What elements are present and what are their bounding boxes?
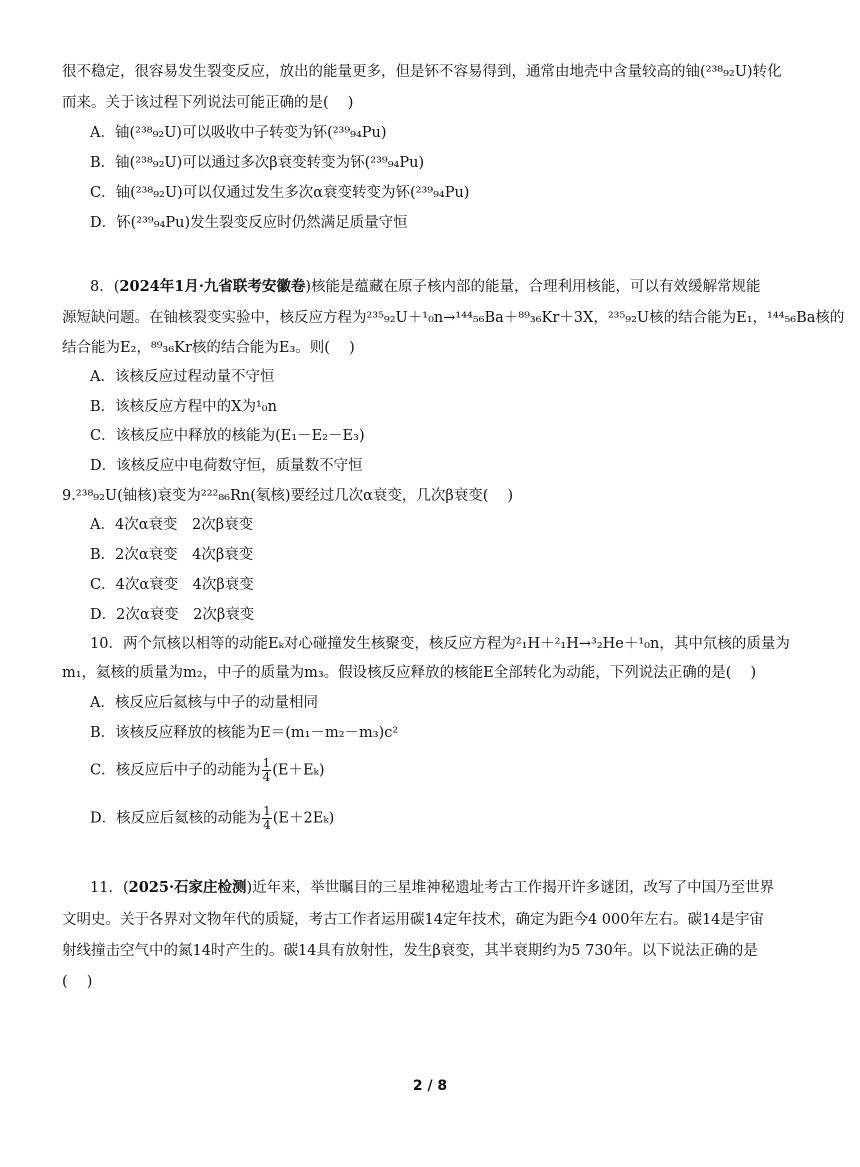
q7-option-d[interactable]: D．钚(²³⁹₉₄Pu)发生裂变反应时仍然满足质量守恒 (90, 215, 408, 231)
fraction-one-quarter: $\frac{1}{4}$ (263, 804, 271, 832)
q8-option-d[interactable]: D．该核反应中电荷数守恒，质量数不守恒 (90, 458, 363, 474)
q7-option-c[interactable]: C．铀(²³⁸₉₂U)可以仅通过发生多次α衰变转变为钚(²³⁹₉₄Pu) (90, 185, 470, 201)
q8-stem-line2: 源短缺问题。在铀核裂变实验中，核反应方程为²³⁵₉₂U＋¹₀n→¹⁴⁴₅₆Ba＋⁸⁹₃₆Kr＋3X，²³⁵₉₂U核的结合能为E₁，¹⁴⁴₅₆Ba核的 (62, 310, 845, 326)
q11-stem-line2: 文明史。关于各界对文物年代的质疑，考古工作者运用碳14定年技术，确定为距今4 000年左右。碳14是宇宙 (62, 912, 764, 928)
q8-option-b[interactable]: B．该核反应方程中的X为¹₀n (90, 399, 277, 415)
q11-stem-line4: ( ) (62, 974, 93, 990)
q7-stem-line1: 很不稳定，很容易发生裂变反应，放出的能量更多，但是钚不容易得到，通常由地壳中含量较高的铀(²³⁸₉₂U)转化 (62, 64, 782, 80)
q11-stem-rest: )近年来，举世瞩目的三星堆神秘遗址考古工作揭开许多谜团，改写了中国乃至世界 (246, 880, 775, 896)
q10-option-d-prefix: D．核反应后氦核的动能为 (90, 810, 262, 827)
q8-option-a[interactable]: A．该核反应过程动量不守恒 (90, 369, 275, 385)
q8-number: 8．( (90, 279, 120, 295)
q9-option-a[interactable]: A．4次α衰变 2次β衰变 (90, 517, 254, 533)
q9-stem: 9.²³⁸₉₂U(铀核)衰变为²²²₈₆Rn(氡核)要经过几次α衰变，几次β衰变( ) (62, 488, 514, 504)
q8-stem-rest: )核能是蕴藏在原子核内部的能量，合理利用核能，可以有效缓解常规能 (305, 279, 761, 295)
q11-stem-line3: 射线撞击空气中的氮14时产生的。碳14具有放射性，发生β衰变，其半衰期约为5 730年。以下说法正确的是 (62, 943, 758, 959)
q8-option-c[interactable]: C．该核反应中释放的核能为(E₁－E₂－E₃) (90, 428, 365, 444)
q10-stem-line1: 10．两个氘核以相等的动能Eₖ对心碰撞发生核聚变，核反应方程为²₁H＋²₁H→³₂He＋¹₀n，其中氘核的质量为 (90, 636, 790, 652)
page-number: 2 / 8 (412, 1078, 448, 1094)
q7-option-a[interactable]: A．铀(²³⁸₉₂U)可以吸收中子转变为钚(²³⁹₉₄Pu) (90, 125, 387, 141)
q10-option-c[interactable] (90, 757, 325, 784)
q8-stem-line3: 结合能为E₂，⁸⁹₃₆Kr核的结合能为E₃。则( ) (62, 340, 355, 356)
fraction-one-quarter: $\frac{1}{4}$ (262, 756, 271, 784)
q7-option-b[interactable]: B．铀(²³⁸₉₂U)可以通过多次β衰变转变为钚(²³⁹₉₄Pu) (90, 155, 425, 171)
q10-option-c-prefix: C．核反应后中子的动能为 (90, 762, 261, 779)
q10-stem-line2: m₁，氦核的质量为m₂，中子的质量为m₃。假设核反应释放的核能E全部转化为动能，下列说法正确的是( ) (62, 665, 757, 681)
q10-option-d[interactable] (90, 805, 334, 832)
q10-option-c-suffix: (E＋Eₖ) (272, 762, 325, 779)
q10-option-a[interactable]: A．核反应后氦核与中子的动量相同 (90, 695, 318, 711)
q10-option-d-suffix: (E＋2Eₖ) (272, 810, 335, 827)
q9-option-d[interactable]: D．2次α衰变 2次β衰变 (90, 607, 255, 623)
q7-stem-line2: 而来。关于该过程下列说法可能正确的是( ) (62, 95, 354, 111)
q8-stem-line1 (90, 277, 761, 297)
q11-number: 11．( (90, 880, 129, 896)
q11-stem-line1 (90, 878, 774, 898)
q9-option-c[interactable]: C．4次α衰变 4次β衰变 (90, 577, 254, 593)
q8-source: 2024年1月·九省联考安徽卷 (119, 278, 306, 295)
q9-option-b[interactable]: B．2次α衰变 4次β衰变 (90, 547, 254, 563)
q10-option-b[interactable]: B．该核反应释放的核能为E＝(m₁－m₂－m₃)c² (90, 725, 399, 741)
q11-source: 2025·石家庄检测 (128, 879, 247, 896)
